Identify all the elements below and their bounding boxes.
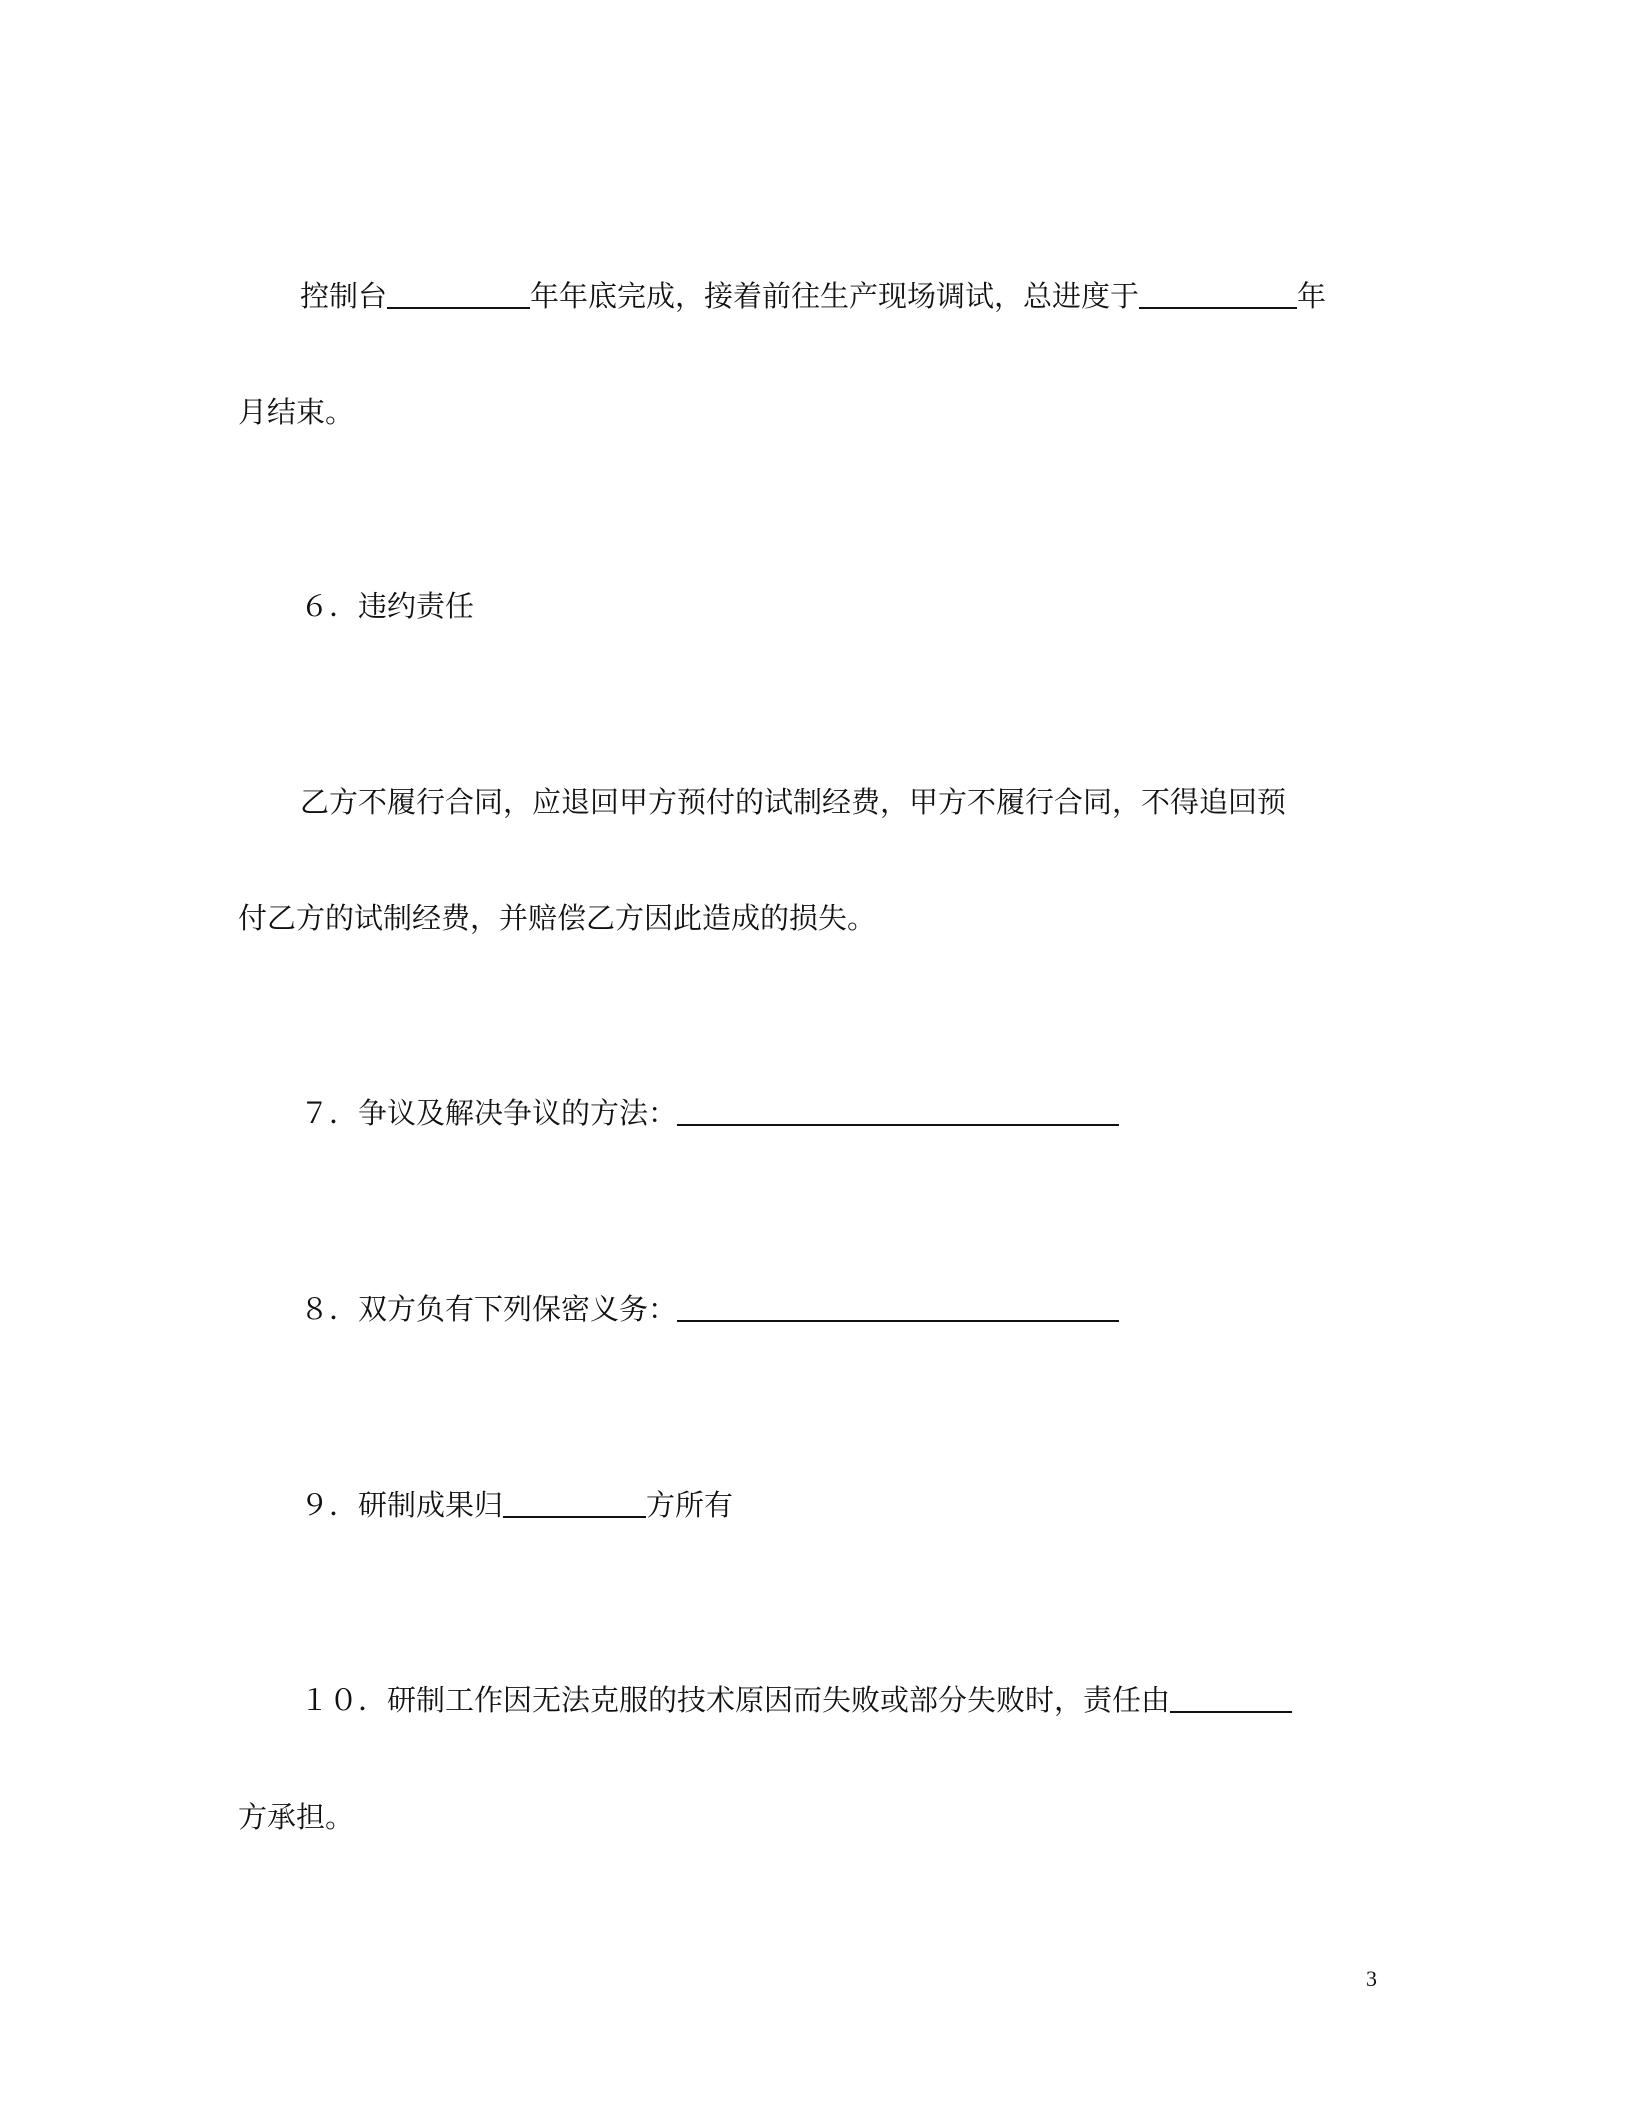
- section-6-body-line-2: [238, 898, 876, 938]
- section-10-line-2: [238, 1797, 354, 1837]
- label-dispute-resolution: ７．争议及解决争议的方法：: [300, 1096, 678, 1130]
- label-confidentiality: ８．双方负有下列保密义务：: [300, 1292, 678, 1326]
- section-6-heading: [300, 586, 474, 626]
- heading-breach-liability: ６．违约责任: [300, 589, 475, 623]
- section-8-line: [300, 1289, 1119, 1329]
- section-9-line: [300, 1485, 733, 1525]
- blank-results-owner[interactable]: [503, 1485, 646, 1518]
- paragraph-schedule-line-1: [300, 276, 1326, 316]
- blank-confidentiality[interactable]: [677, 1289, 1119, 1322]
- text-month-end: 月结束。: [238, 395, 355, 429]
- text-failure-liability: １０．研制工作因无法克服的技术原因而失败或部分失败时，责任由: [300, 1683, 1171, 1717]
- paragraph-schedule-line-2: [238, 392, 354, 432]
- text-breach-clause-1: 乙方不履行合同，应退回甲方预付的试制经费，甲方不履行合同，不得追回预: [300, 785, 1287, 819]
- section-7-line: [300, 1093, 1119, 1133]
- blank-dispute-resolution[interactable]: [677, 1093, 1119, 1126]
- section-6-body-line-1: [300, 782, 1286, 822]
- text-party-bears: 方承担。: [238, 1800, 355, 1834]
- text-control-console: 控制台: [300, 279, 388, 313]
- blank-year-completion[interactable]: [387, 276, 530, 309]
- page-number: 3: [1366, 1966, 1377, 1991]
- text-results-belong: ９．研制成果归: [300, 1488, 504, 1522]
- text-breach-clause-2: 付乙方的试制经费，并赔偿乙方因此造成的损失。: [238, 901, 877, 935]
- blank-liable-party[interactable]: [1170, 1680, 1292, 1713]
- text-completion-and-debugging: 年年底完成，接着前往生产现场调试，总进度于: [530, 279, 1140, 313]
- text-year: 年: [1297, 279, 1327, 313]
- blank-total-progress-year[interactable]: [1139, 276, 1297, 309]
- text-party-owns: 方所有: [646, 1488, 734, 1522]
- section-10-line-1: [300, 1680, 1292, 1720]
